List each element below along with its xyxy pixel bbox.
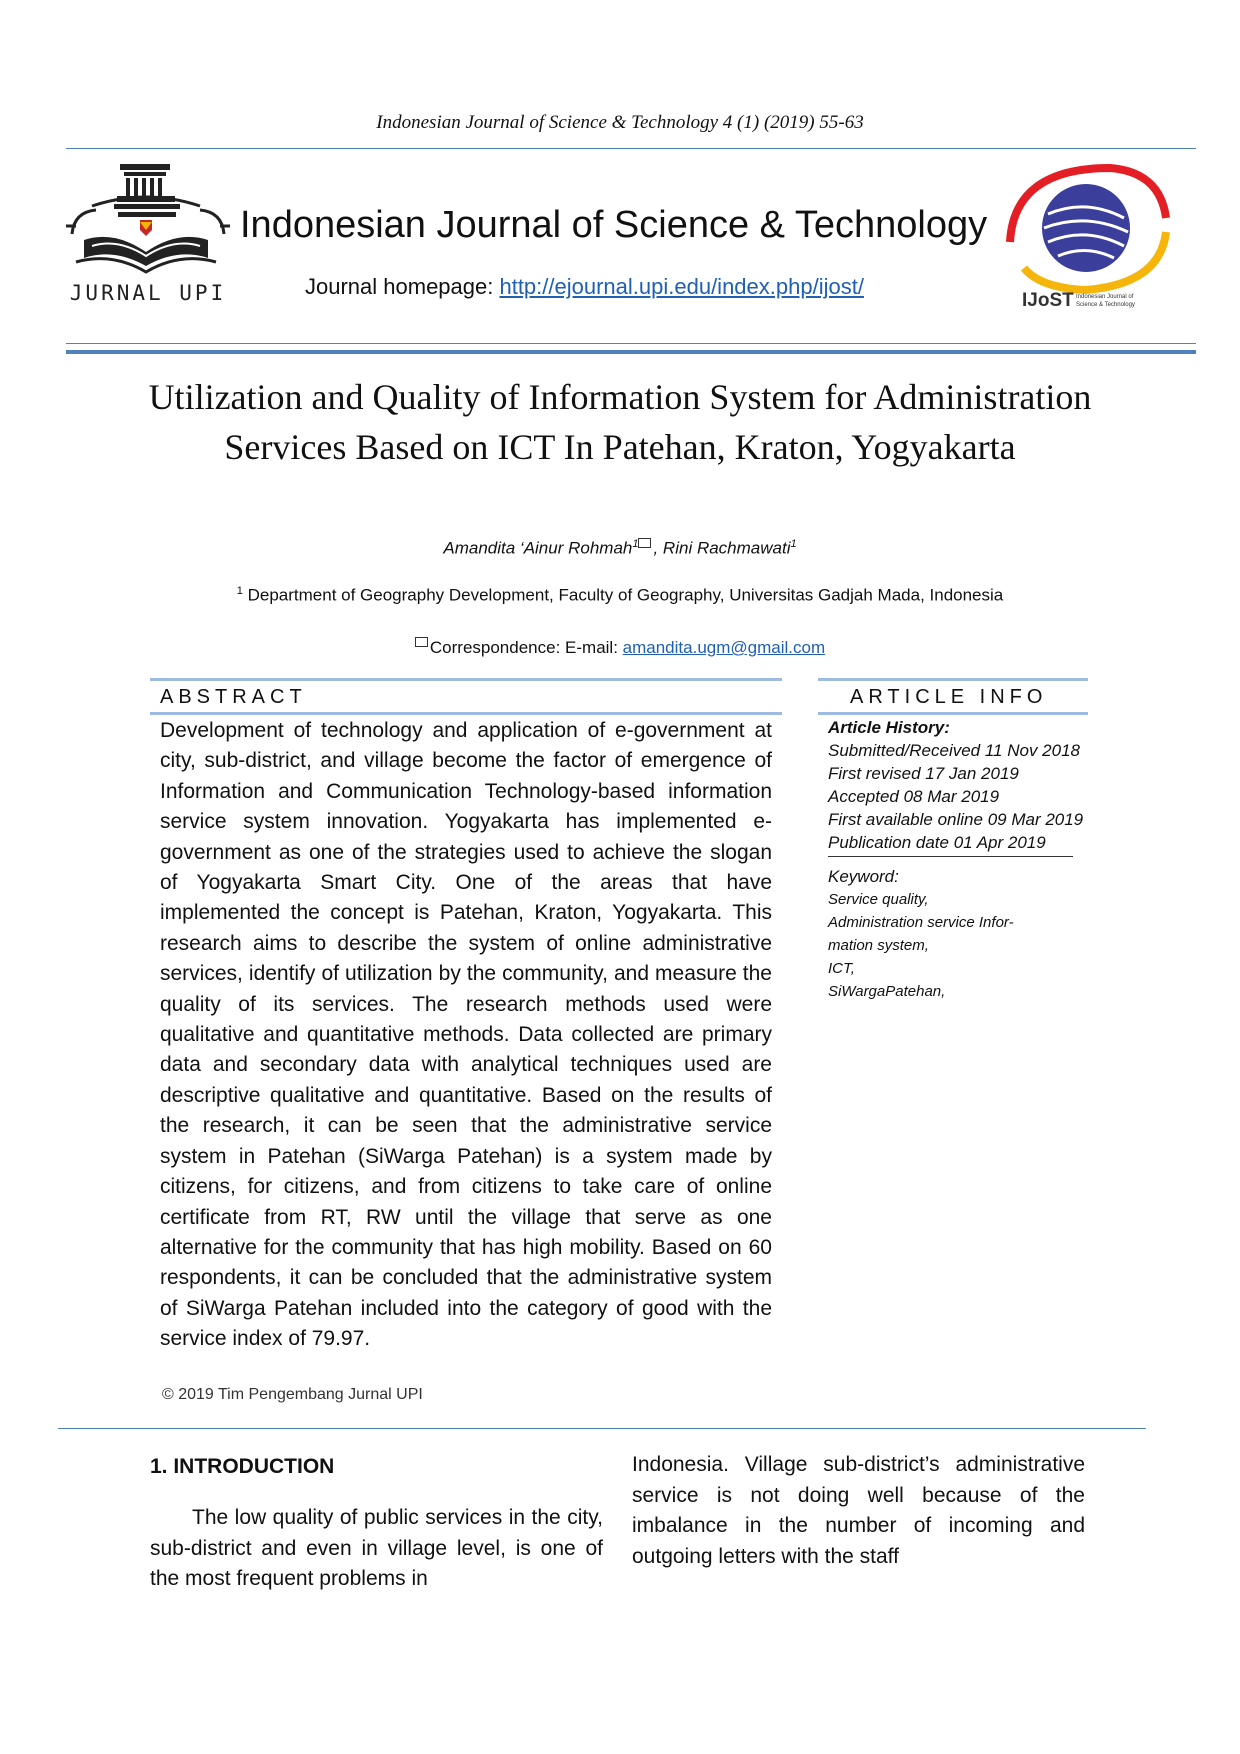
running-header: Indonesian Journal of Science & Technology 4 (1) (2019) 55-63 (376, 112, 864, 133)
correspondence (0, 638, 1240, 658)
history-item: Publication date 01 Apr 2019 (828, 831, 1073, 857)
masthead-rule-thin (66, 343, 1196, 344)
abstract-rule-bottom (150, 712, 782, 715)
journal-homepage (305, 274, 864, 300)
homepage-link[interactable]: http://ejournal.upi.edu/index.php/ijost/ (499, 274, 864, 299)
article-info-column (828, 716, 1128, 1003)
article-info-rule-top (818, 678, 1088, 681)
affiliation-sup: 1 (236, 585, 243, 597)
paper-title: Utilization and Quality of Information System for Administration Services Based on ICT In Patehan, Kraton, Yogyakarta (148, 377, 1092, 467)
history-item: First revised 17 Jan 2019 (828, 764, 1019, 783)
svg-text:Indonesian Journal of: Indonesian Journal of (1076, 294, 1134, 300)
author-line (0, 538, 1240, 559)
keyword-item: ICT, (828, 960, 855, 977)
history-item: First available online 09 Mar 2019 (828, 810, 1084, 829)
ijost-logo (1000, 158, 1172, 308)
keyword-item: SiWargaPatehan, (828, 983, 946, 1000)
masthead-rule-thick (66, 350, 1196, 354)
affiliation (0, 585, 1240, 606)
homepage-label: Journal homepage: (305, 274, 500, 299)
author-1: Amandita ‘Ainur Rohmah (443, 538, 633, 558)
correspondence-label: Correspondence: E-mail: (429, 638, 623, 657)
introduction-right-column: Indonesia. Village sub-district’s administrative service is not doing well because of the imbalance in the number of incoming and outgoing letters with the staff (632, 1453, 1085, 1568)
introduction-heading: 1. INTRODUCTION (150, 1455, 335, 1478)
envelope-icon (415, 637, 428, 647)
jurnal-upi-logo (62, 160, 234, 310)
copyright-notice: © 2019 Tim Pengembang Jurnal UPI (162, 1386, 423, 1403)
header-rule (66, 148, 1196, 149)
introduction-left-column: The low quality of public services in the city, sub-district and even in village level, is one of the most frequent problems in (150, 1506, 603, 1590)
history-item: Submitted/Received 11 Nov 2018 (828, 741, 1081, 760)
abstract-body: Development of technology and application of e-government at city, sub-district, and village become the factor of emergence of Information and Communication Technology-based information service system innovation. Yogyakarta has implemented e-government as one of the strategies used to achieve the slogan of Yogyakarta Smart City. One of the areas that have implemented the concept is Patehan, Kraton, Yogyakarta. This research aims to describe the system of online administrative services, identify of utilization by the community, and measure the quality of its services. The research methods used were qualitative and quantitative methods. Data collected are primary data and secondary data with analytical techniques used are descriptive qualitative and quantitative. Based on the results of the research, it can be seen that the administrative service system in Patehan (SiWarga Patehan) is a system made by citizens, for citizens, and from citizens to take care of online certificate from RT, RW until the village that serve as one alternative for the community that has high mobility. Based on 60 respondents, it can be concluded that the administrative system of SiWarga Patehan included into the category of good with the service index of 79.97. (160, 719, 772, 1351)
keyword-title: Keyword: (828, 867, 899, 886)
author-2: , Rini Rachmawati (653, 538, 791, 558)
article-info-rule-bottom (818, 712, 1088, 715)
svg-text:Science & Technology: Science & Technology (1076, 302, 1135, 308)
logo-right-text: IJoST (1022, 290, 1074, 308)
correspondence-email-link[interactable]: amandita.ugm@gmail.com (622, 638, 826, 657)
keyword-item: Administration service Infor- (828, 914, 1014, 931)
section-rule (58, 1428, 1146, 1429)
logo-left-text: JURNAL UPI (69, 281, 227, 305)
affiliation-text: Department of Geography Development, Faculty of Geography, Universitas Gadjah Mada, Indonesia (242, 585, 1004, 605)
abstract-heading: ABSTRACT (160, 686, 307, 708)
history-title: Article History: (828, 718, 950, 737)
history-item: Accepted 08 Mar 2019 (828, 787, 1000, 806)
journal-name: Indonesian Journal of Science & Technology (240, 204, 988, 246)
keyword-item: Service quality, (828, 891, 929, 908)
keyword-item: mation system, (828, 937, 929, 954)
abstract-rule-top (150, 678, 782, 681)
author-1-affil-sup: 1 (632, 538, 639, 550)
author-2-affil-sup: 1 (790, 538, 797, 550)
article-info-heading: ARTICLE INFO (850, 686, 1048, 708)
envelope-icon (638, 538, 651, 548)
